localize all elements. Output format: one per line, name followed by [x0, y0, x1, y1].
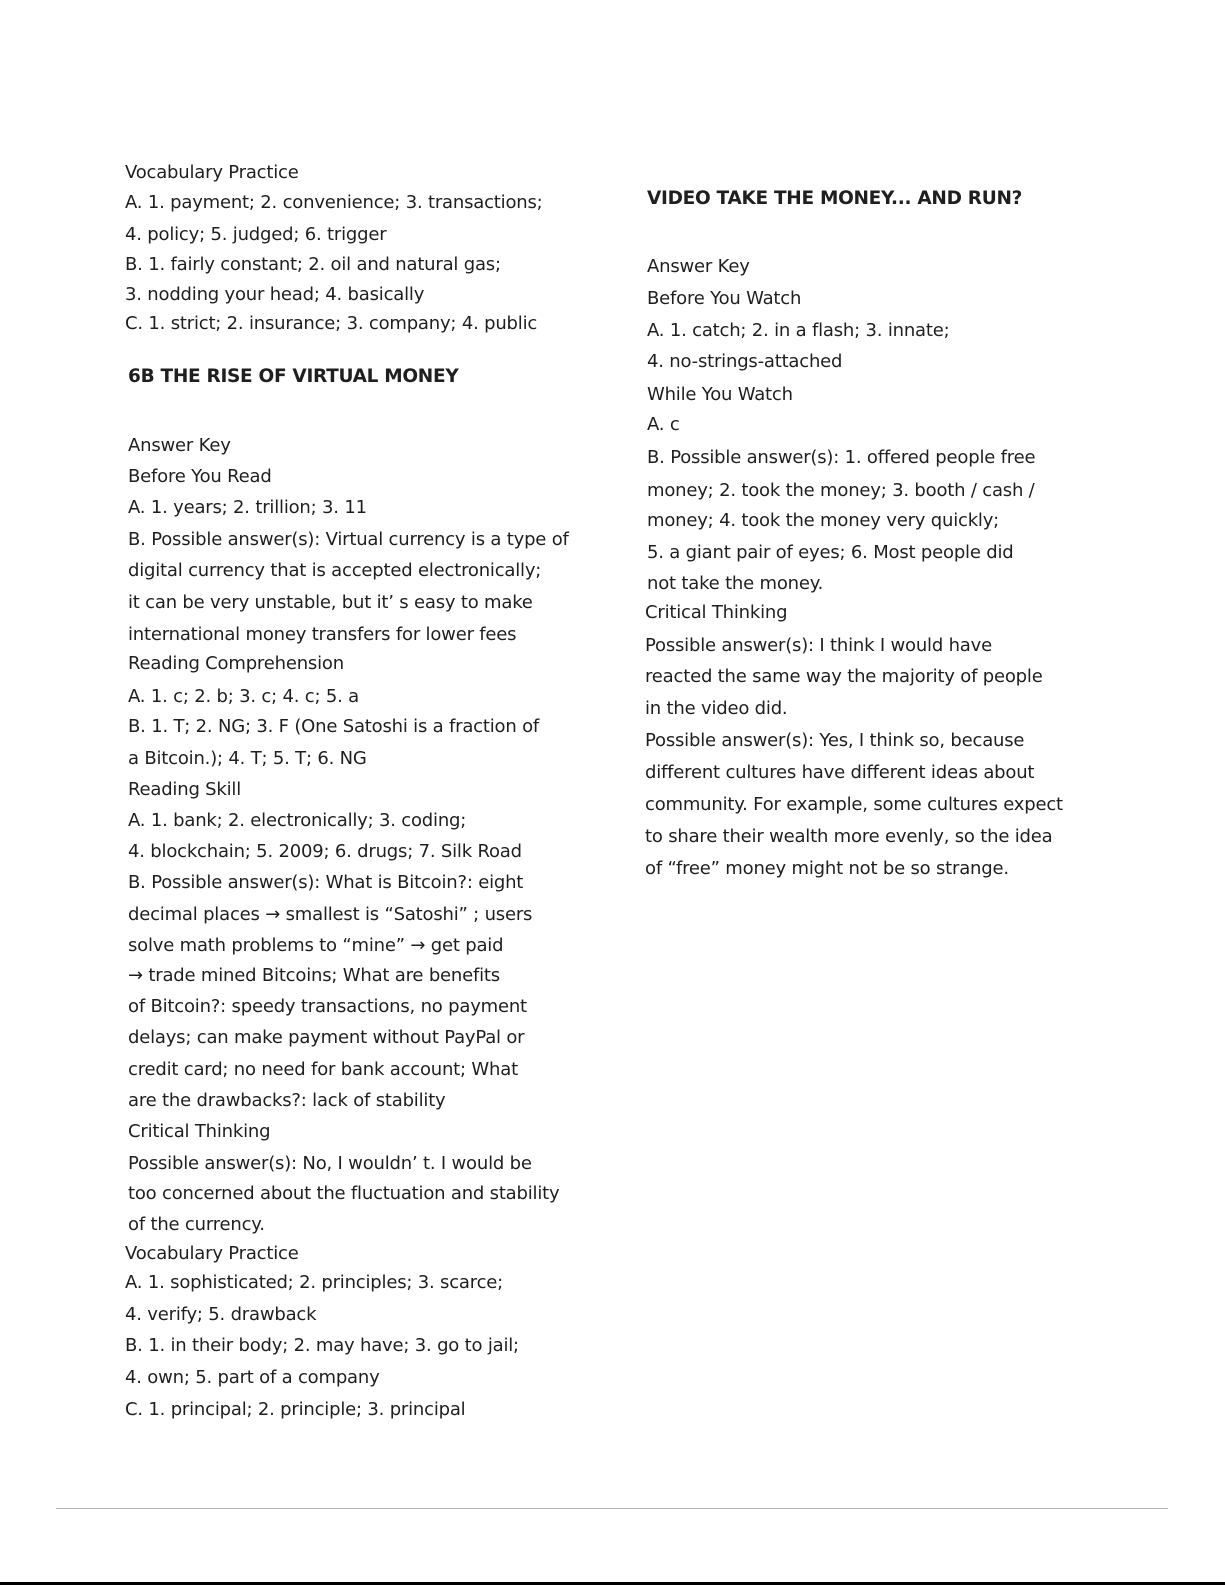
text-line: reacted the same way the majority of people	[645, 666, 1043, 687]
text-line: a Bitcoin.); 4. T; 5. T; 6. NG	[128, 748, 367, 769]
vocab-practice-heading: Vocabulary Practice	[125, 162, 299, 183]
text-line: 4. own; 5. part of a company	[125, 1367, 380, 1388]
text-line: A. 1. catch; 2. in a flash; 3. innate;	[647, 320, 950, 341]
text-line: delays; can make payment without PayPal or	[128, 1027, 525, 1048]
text-line: in the video did.	[645, 698, 788, 719]
answer-key-heading: Answer Key	[128, 435, 231, 456]
text-line: money; 4. took the money very quickly;	[647, 510, 1000, 531]
text-line: international money transfers for lower fees	[128, 624, 517, 645]
text-line: A. 1. bank; 2. electronically; 3. coding;	[128, 810, 467, 831]
text-line: 4. no-strings-attached	[647, 351, 843, 372]
text-line: C. 1. strict; 2. insurance; 3. company; 4. public	[125, 313, 538, 334]
text-line: of the currency.	[128, 1214, 265, 1235]
text-line: digital currency that is accepted electronically;	[128, 560, 542, 581]
critical-thinking-heading: Critical Thinking	[645, 602, 788, 623]
text-line: solve math problems to “mine” → get paid	[128, 935, 504, 956]
text-line: too concerned about the fluctuation and stability	[128, 1183, 560, 1204]
text-line: credit card; no need for bank account; What	[128, 1059, 518, 1080]
text-line: are the drawbacks?: lack of stability	[128, 1090, 446, 1111]
critical-thinking-heading: Critical Thinking	[128, 1121, 271, 1142]
text-line: 3. nodding your head; 4. basically	[125, 284, 425, 305]
text-line: Possible answer(s): Yes, I think so, because	[645, 730, 1025, 751]
text-line: A. 1. payment; 2. convenience; 3. transactions;	[125, 192, 543, 213]
text-line: of “free” money might not be so strange.	[645, 858, 1009, 879]
text-line: 4. blockchain; 5. 2009; 6. drugs; 7. Silk Road	[128, 841, 522, 862]
text-line: C. 1. principal; 2. principle; 3. principal	[125, 1399, 466, 1420]
reading-skill-heading: Reading Skill	[128, 779, 242, 800]
text-line: money; 2. took the money; 3. booth / cash /	[647, 480, 1035, 501]
while-you-watch-heading: While You Watch	[647, 384, 793, 405]
footer-divider	[56, 1508, 1168, 1509]
section-title-6b: 6B THE RISE OF VIRTUAL MONEY	[128, 366, 459, 387]
text-line: it can be very unstable, but it’ s easy to make	[128, 592, 533, 613]
before-you-read-heading: Before You Read	[128, 466, 272, 487]
text-line: A. 1. years; 2. trillion; 3. 11	[128, 497, 367, 518]
text-line: to share their wealth more evenly, so the idea	[645, 826, 1053, 847]
text-line: of Bitcoin?: speedy transactions, no payment	[128, 996, 527, 1017]
text-line: 5. a giant pair of eyes; 6. Most people did	[647, 542, 1014, 563]
text-line: 4. policy; 5. judged; 6. trigger	[125, 224, 387, 245]
video-section-title: VIDEO TAKE THE MONEY... AND RUN?	[647, 188, 1023, 209]
text-line: different cultures have different ideas about	[645, 762, 1035, 783]
text-line: community. For example, some cultures expect	[645, 794, 1063, 815]
text-line: A. c	[647, 414, 680, 435]
answer-key-heading: Answer Key	[647, 256, 750, 277]
text-line: → trade mined Bitcoins; What are benefits	[128, 965, 500, 986]
vocab-practice-heading-2: Vocabulary Practice	[125, 1243, 299, 1264]
reading-comprehension-heading: Reading Comprehension	[128, 653, 344, 674]
text-line: 4. verify; 5. drawback	[125, 1304, 317, 1325]
text-line: not take the money.	[647, 573, 824, 594]
text-line: Possible answer(s): No, I wouldn’ t. I would be	[128, 1153, 532, 1174]
text-line: A. 1. c; 2. b; 3. c; 4. c; 5. a	[128, 686, 360, 707]
text-line: B. 1. in their body; 2. may have; 3. go to jail;	[125, 1335, 519, 1356]
text-line: Possible answer(s): I think I would have	[645, 635, 992, 656]
text-line: B. Possible answer(s): Virtual currency is a type of	[128, 529, 569, 550]
text-line: B. Possible answer(s): 1. offered people free	[647, 447, 1036, 468]
text-line: A. 1. sophisticated; 2. principles; 3. scarce;	[125, 1272, 504, 1293]
text-line: B. Possible answer(s): What is Bitcoin?: eight	[128, 872, 524, 893]
before-you-watch-heading: Before You Watch	[647, 288, 802, 309]
text-line: decimal places → smallest is “Satoshi” ; users	[128, 904, 533, 925]
text-line: B. 1. fairly constant; 2. oil and natural gas;	[125, 254, 501, 275]
text-line: B. 1. T; 2. NG; 3. F (One Satoshi is a fraction of	[128, 716, 540, 737]
